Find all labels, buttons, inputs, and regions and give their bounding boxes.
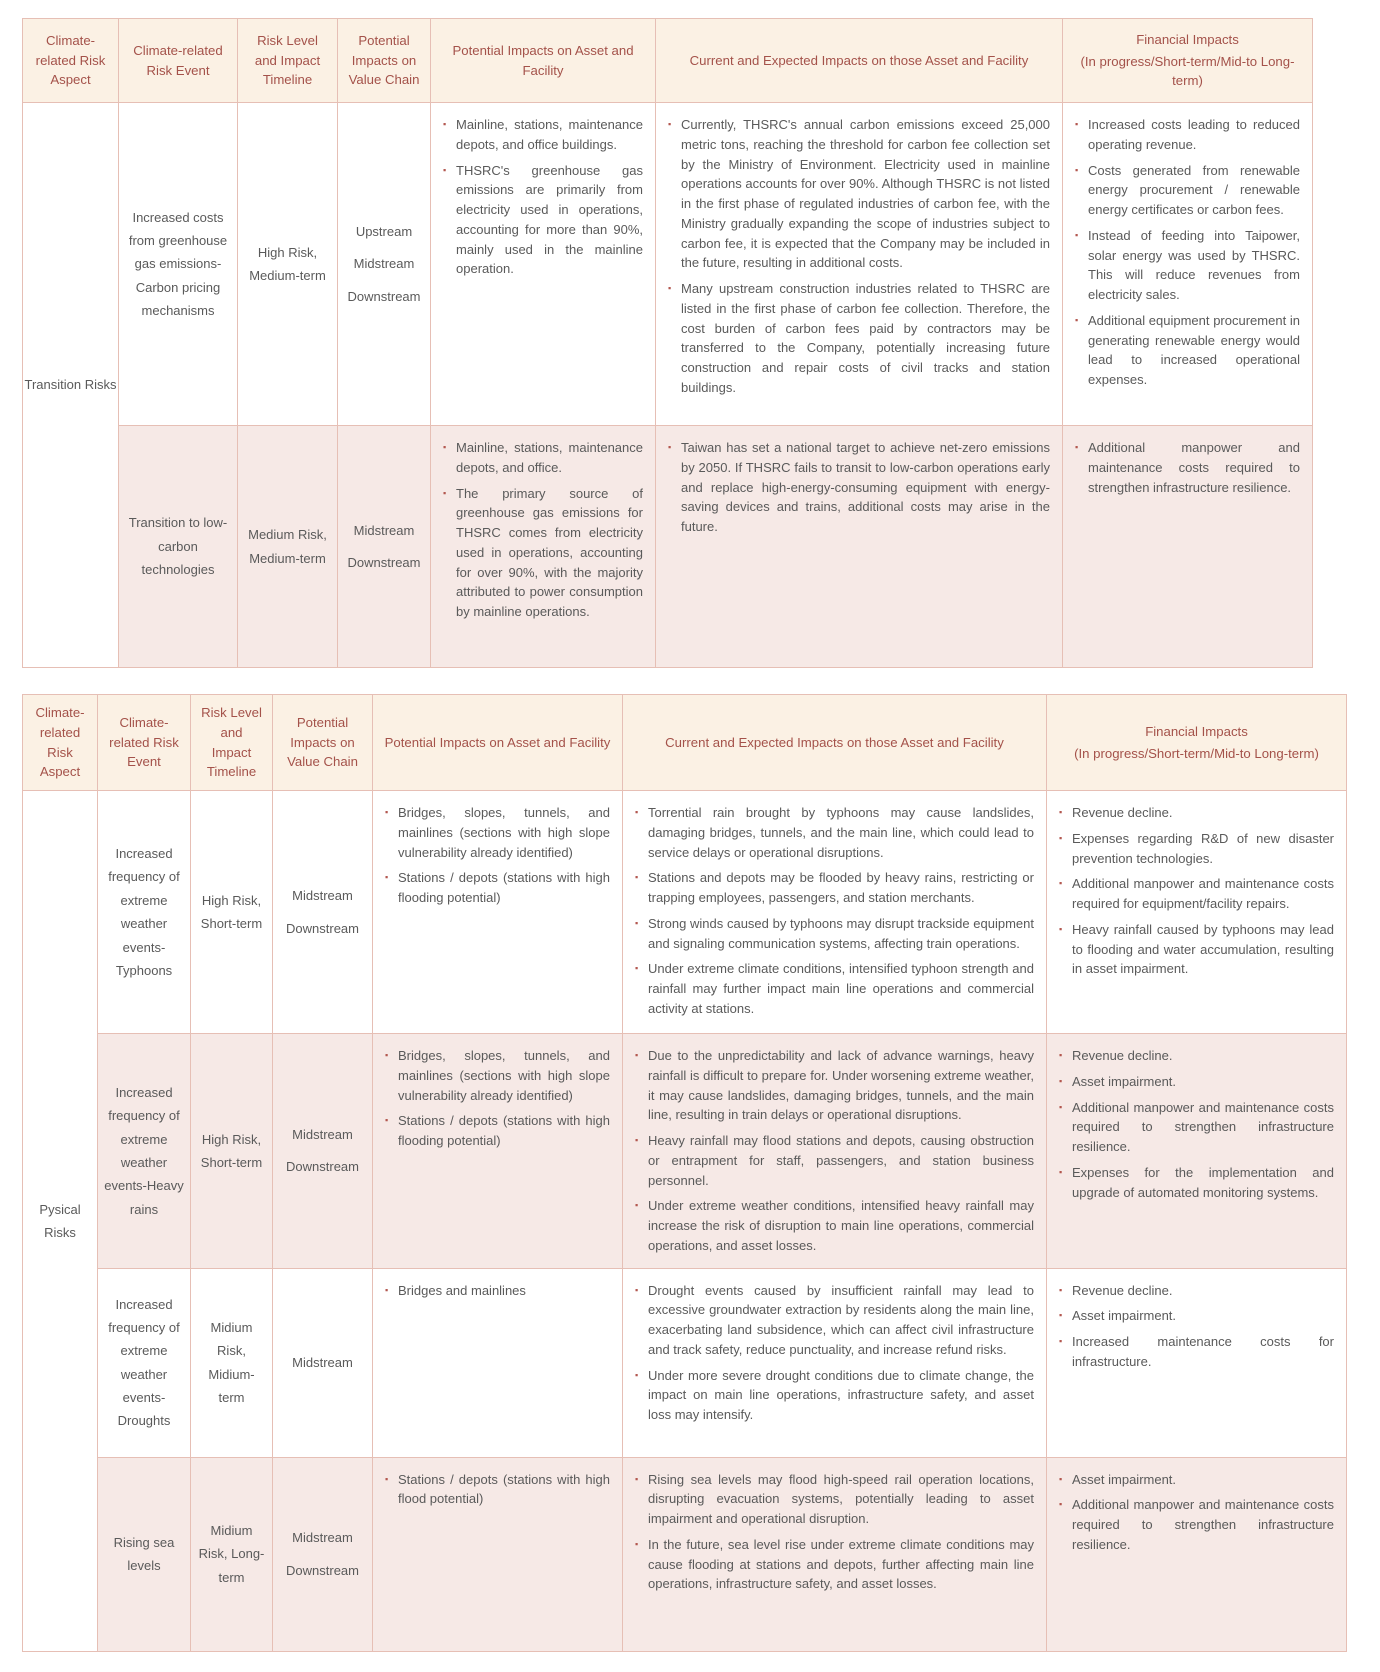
list-item-text: THSRC's greenhouse gas emissions are primarily from electricity used in operations, accounting for more than 90%, mainly used in the mainline operation. — [456, 162, 643, 277]
bullet-square-icon: ▪ — [1059, 832, 1063, 843]
list-item-text: Expenses for the implementation and upgrade of automated monitoring systems. — [1072, 1164, 1334, 1200]
bullet-square-icon: ▪ — [443, 487, 447, 498]
aspect-cell-transition: Transition Risks — [23, 103, 119, 668]
event-cell: Rising sea levels — [98, 1457, 191, 1651]
list-item — [635, 1366, 1034, 1425]
value-chain-line: Midstream — [292, 1354, 353, 1370]
financial-impacts-cell — [1047, 1034, 1347, 1269]
current-impacts-cell — [623, 1457, 1047, 1651]
current-impacts-cell — [656, 103, 1063, 426]
event-cell: Increased frequency of extreme weather events-Heavy rains — [98, 1034, 191, 1269]
event-cell: Increased frequency of extreme weather events-Typhoons — [98, 791, 191, 1034]
list-item — [385, 1111, 610, 1151]
bullet-square-icon: ▪ — [1059, 878, 1063, 889]
risk-level-cell: Midium Risk, Midium-term — [191, 1268, 273, 1457]
list-item — [635, 914, 1034, 954]
bullet-square-icon: ▪ — [1059, 1050, 1063, 1061]
risk-level-cell: High Risk, Short-term — [191, 1034, 273, 1269]
bullet-square-icon: ▪ — [1059, 1473, 1063, 1484]
bullet-square-icon: ▪ — [635, 1473, 639, 1484]
list-item — [635, 1046, 1034, 1125]
bullet-square-icon: ▪ — [1059, 1310, 1063, 1321]
value-chain-line: Downstream — [347, 555, 421, 570]
list-item — [1059, 1046, 1334, 1066]
list-item-text: Under extreme weather conditions, intensified heavy rainfall may increase the risk of disruption to main line operations, commercial operations, and asset losses. — [648, 1198, 1034, 1253]
list-item — [1059, 874, 1334, 914]
list-item-text: Asset impairment. — [1072, 1308, 1177, 1324]
list-item — [635, 1196, 1034, 1255]
list-item — [443, 438, 643, 478]
current-impacts-cell — [656, 426, 1063, 668]
financial-impacts-cell — [1047, 791, 1347, 1034]
list-item — [385, 1470, 610, 1510]
financial-header-subtitle: (In progress/Short-term/Mid-to Long-term) — [1080, 53, 1295, 89]
list-item — [668, 115, 1050, 273]
list-item — [443, 115, 643, 155]
list-item-text: Bridges, slopes, tunnels, and mainlines (sections with high slope vulnerability already identified) — [398, 805, 610, 860]
bullet-square-icon: ▪ — [668, 442, 672, 452]
header-row — [23, 19, 1313, 103]
list-item-text: Stations and depots may be flooded by heavy rains, restricting or trapping employees, passengers, and station merchants. — [648, 870, 1034, 906]
list-item-text: Additional manpower and maintenance costs required to strengthen infrastructure resilience. — [1072, 1497, 1334, 1552]
value-chain-line: Downstream — [286, 1562, 359, 1578]
list-item — [1059, 1072, 1334, 1092]
bullet-square-icon: ▪ — [1075, 119, 1079, 129]
list-item-text: In the future, sea level rise under extreme climate conditions may cause flooding at stations and depots, further affecting main line operations, infrastructure safety, and asset losses. — [648, 1536, 1034, 1592]
col-header-financial-impacts — [1047, 695, 1347, 791]
list-item-text: Heavy rainfall caused by typhoons may lead to flooding and water accumulation, resulting in asset impairment. — [1072, 921, 1334, 977]
list-item — [1059, 829, 1334, 869]
financial-header-title: Financial Impacts — [1145, 723, 1248, 739]
risk-level-cell: Medium Risk, Medium-term — [238, 426, 338, 668]
col-header-risk-level: Risk Level and Impact Timeline — [238, 19, 338, 103]
bullet-square-icon: ▪ — [635, 872, 639, 883]
list-item — [385, 1281, 610, 1301]
list-item-text: Stations / depots (stations with high flood potential) — [398, 1471, 610, 1507]
list-item-text: Expenses regarding R&D of new disaster prevention technologies. — [1072, 830, 1334, 866]
col-header-risk-aspect: Climate-related Risk Aspect — [23, 695, 98, 791]
list-item — [1059, 1332, 1334, 1372]
aspect-cell-physical: Pysical Risks — [23, 791, 98, 1652]
list-item — [1059, 1163, 1334, 1203]
bullet-square-icon: ▪ — [1059, 1166, 1063, 1177]
bullet-square-icon: ▪ — [635, 1135, 639, 1146]
list-item — [635, 959, 1034, 1018]
list-item-text: Taiwan has set a national target to achieve net-zero emissions by 2050. If THSRC fails to transit to low-carbon operations early and replace high-energy-consuming equipment with energy-saving devices and trains, additional costs may arise in the future. — [681, 440, 1050, 534]
list-item — [635, 1131, 1034, 1190]
bullet-square-icon: ▪ — [1075, 314, 1079, 325]
list-item — [1075, 161, 1300, 220]
col-header-current-impacts: Current and Expected Impacts on those Asset and Facility — [656, 19, 1063, 103]
col-header-risk-level: Risk Level and Impact Timeline — [191, 695, 273, 791]
bullet-square-icon: ▪ — [443, 442, 447, 452]
col-header-risk-aspect: Climate-related Risk Aspect — [23, 19, 119, 103]
list-item — [635, 868, 1034, 908]
value-chain-cell — [273, 791, 373, 1034]
financial-header-subtitle: (In progress/Short-term/Mid-to Long-term) — [1074, 745, 1319, 761]
list-item-text: Asset impairment. — [1072, 1471, 1177, 1487]
list-item — [1075, 438, 1300, 497]
list-item-text: Drought events caused by insufficient rainfall may lead to excessive groundwater extraction by residents along the main line, exacerbating land subsidence, which can affect civil infrastructure and track safety, reduce punctuality, and increase refund risks. — [648, 1282, 1034, 1357]
bullet-square-icon: ▪ — [385, 1284, 389, 1295]
asset-impacts-cell — [373, 1268, 623, 1457]
list-item-text: Revenue decline. — [1072, 1048, 1173, 1064]
list-item-text: Rising sea levels may flood high-speed rail operation locations, disrupting evacuation systems, potentially leading to asset impairment and operational disruption. — [648, 1471, 1034, 1527]
list-item — [668, 438, 1050, 537]
list-item — [635, 803, 1034, 862]
current-impacts-cell — [623, 1034, 1047, 1269]
list-item-text: Due to the unpredictability and lack of advance warnings, heavy rainfall is difficult to prepare for. Under worsening extreme weather, it may cause landslides, damaging bridges, tunnels, and the main line, resulting in train delays or operational disruptions. — [648, 1048, 1034, 1123]
value-chain-cell — [273, 1034, 373, 1269]
list-item-text: Under extreme climate conditions, intensified typhoon strength and rainfall may further impact main line operations and commercial activity at stations. — [648, 961, 1034, 1016]
risk-level-cell: Midium Risk, Long-term — [191, 1457, 273, 1651]
list-item — [1059, 920, 1334, 979]
bullet-square-icon: ▪ — [635, 1200, 639, 1211]
list-item — [635, 1470, 1034, 1529]
list-item — [635, 1281, 1034, 1360]
header-row — [23, 695, 1347, 791]
list-item-text: Under more severe drought conditions due to climate change, the impact on main line operations, infrastructure safety, and asset loss may intensify. — [648, 1367, 1034, 1423]
value-chain-cell — [338, 103, 431, 426]
table-row-rising-sea-levels — [23, 1457, 1347, 1651]
list-item — [1059, 1306, 1334, 1326]
list-item-text: Bridges and mainlines — [398, 1282, 526, 1298]
asset-impacts-cell — [373, 1457, 623, 1651]
list-item-text: Instead of feeding into Taipower, solar energy was used by THSRC. This will reduce revenues from electricity sales. — [1088, 227, 1300, 302]
event-cell: Increased costs from greenhouse gas emissions-Carbon pricing mechanisms — [119, 103, 238, 426]
list-item — [635, 1535, 1034, 1594]
value-chain-line: Midstream — [292, 1530, 353, 1546]
col-header-value-chain: Potential Impacts on Value Chain — [338, 19, 431, 103]
risk-level-cell: High Risk, Medium-term — [238, 103, 338, 426]
list-item — [443, 161, 643, 280]
bullet-square-icon: ▪ — [385, 872, 389, 883]
bullet-square-icon: ▪ — [635, 1284, 639, 1295]
list-item — [443, 484, 643, 622]
list-item-text: Costs generated from renewable energy procurement / renewable energy certificates or carbon fees. — [1088, 162, 1300, 217]
table-row-carbon-pricing — [23, 103, 1313, 426]
list-item-text: Increased costs leading to reduced operating revenue. — [1088, 117, 1300, 152]
list-item-text: Strong winds caused by typhoons may disrupt trackside equipment and signaling communication systems, affecting train operations. — [648, 915, 1034, 951]
financial-impacts-cell — [1063, 103, 1313, 426]
list-item — [385, 1046, 610, 1105]
bullet-square-icon: ▪ — [385, 1115, 389, 1126]
bullet-square-icon: ▪ — [635, 1369, 639, 1380]
bullet-square-icon: ▪ — [1059, 807, 1063, 818]
event-cell: Transition to low-carbon technologies — [119, 426, 238, 668]
bullet-square-icon: ▪ — [635, 807, 639, 818]
asset-impacts-cell — [431, 103, 656, 426]
list-item — [1075, 226, 1300, 305]
value-chain-line: Upstream — [355, 223, 413, 239]
list-item-text: Increased maintenance costs for infrastructure. — [1072, 1334, 1334, 1369]
list-item-text: Additional manpower and maintenance costs required to strengthen infrastructure resilience. — [1088, 440, 1300, 495]
value-chain-line: Midstream — [353, 256, 415, 272]
bullet-square-icon: ▪ — [385, 807, 389, 818]
bullet-square-icon: ▪ — [385, 1473, 389, 1484]
list-item-text: Heavy rainfall may flood stations and depots, causing obstruction or entrapment for staff, passengers, and station business personnel. — [648, 1133, 1034, 1188]
list-item-text: Revenue decline. — [1072, 805, 1173, 821]
bullet-square-icon: ▪ — [1075, 442, 1079, 452]
bullet-square-icon: ▪ — [668, 119, 672, 129]
value-chain-cell — [273, 1457, 373, 1651]
bullet-square-icon: ▪ — [1059, 1075, 1063, 1086]
value-chain-line: Midstream — [353, 522, 415, 538]
col-header-risk-event: Climate-related Risk Event — [119, 19, 238, 103]
list-item — [1075, 115, 1300, 155]
list-item — [1075, 311, 1300, 390]
list-item-text: Currently, THSRC's annual carbon emissions exceed 25,000 metric tons, reaching the threshold for carbon fee collection set by the Ministry of Environment. Electricity used in mainline operations accounts for over 90%. Although THSRC is not listed in the first phase of regulated industries of carbon fee, with the Ministry gradually expanding the scope of industries subject to carbon fee, it is expected that the Company may be included in the future, resulting in additional costs. — [681, 117, 1050, 271]
asset-impacts-cell — [373, 791, 623, 1034]
col-header-asset-impacts: Potential Impacts on Asset and Facility — [431, 19, 656, 103]
list-item-text: Torrential rain brought by typhoons may cause landslides, damaging bridges, tunnels, and the main line, which could lead to service delays or operational disruptions. — [648, 805, 1034, 860]
value-chain-line: Downstream — [286, 920, 359, 936]
list-item — [668, 279, 1050, 398]
transition-risks-table — [22, 18, 1313, 668]
list-item-text: Asset impairment. — [1072, 1073, 1177, 1089]
bullet-square-icon: ▪ — [635, 1050, 639, 1061]
value-chain-line: Midstream — [292, 888, 353, 904]
list-item — [385, 803, 610, 862]
list-item — [1059, 1281, 1334, 1301]
financial-impacts-cell — [1063, 426, 1313, 668]
list-item-text: Stations / depots (stations with high flooding potential) — [398, 1113, 610, 1149]
bullet-square-icon: ▪ — [1059, 1336, 1063, 1347]
risk-level-cell: High Risk, Short-term — [191, 791, 273, 1034]
list-item — [385, 868, 610, 908]
value-chain-cell — [338, 426, 431, 668]
list-item-text: The primary source of greenhouse gas emissions for THSRC comes from electricity used in operations, accounting for over 90%, with the majority attributed to power consumption by mainline operations. — [456, 485, 643, 619]
financial-header-title: Financial Impacts — [1136, 31, 1239, 47]
bullet-square-icon: ▪ — [668, 283, 672, 293]
bullet-square-icon: ▪ — [1059, 1284, 1063, 1295]
list-item-text: Many upstream construction industries related to THSRC are listed in the first phase of carbon fee collection. Therefore, the cost burden of carbon fees paid by contractors may be transferred to the Company, potentially increasing future construction and repair costs of civil tracks and station buildings. — [681, 281, 1050, 395]
bullet-square-icon: ▪ — [443, 119, 447, 129]
current-impacts-cell — [623, 791, 1047, 1034]
table-row-low-carbon-transition — [23, 426, 1313, 668]
bullet-square-icon: ▪ — [1075, 229, 1079, 240]
list-item-text: Additional manpower and maintenance costs required to strengthen infrastructure resilience. — [1072, 1099, 1334, 1155]
col-header-financial-impacts — [1063, 19, 1313, 103]
event-cell: Increased frequency of extreme weather events-Droughts — [98, 1268, 191, 1457]
table-row-typhoons — [23, 791, 1347, 1034]
value-chain-line: Downstream — [286, 1159, 359, 1175]
list-item-text: Mainline, stations, maintenance depots, and office buildings. — [456, 117, 643, 152]
bullet-square-icon: ▪ — [1059, 1499, 1063, 1510]
list-item — [1059, 1098, 1334, 1157]
bullet-square-icon: ▪ — [635, 1538, 639, 1549]
bullet-square-icon: ▪ — [385, 1050, 389, 1061]
col-header-value-chain: Potential Impacts on Value Chain — [273, 695, 373, 791]
physical-risks-table — [22, 694, 1347, 1652]
table-row-droughts — [23, 1268, 1347, 1457]
value-chain-cell — [273, 1268, 373, 1457]
list-item-text: Additional equipment procurement in generating renewable energy would lead to increased operational expenses. — [1088, 312, 1300, 387]
col-header-current-impacts: Current and Expected Impacts on those Asset and Facility — [623, 695, 1047, 791]
bullet-square-icon: ▪ — [443, 164, 447, 175]
list-item-text: Revenue decline. — [1072, 1282, 1173, 1298]
table-row-heavy-rains — [23, 1034, 1347, 1269]
bullet-square-icon: ▪ — [1059, 1101, 1063, 1112]
bullet-square-icon: ▪ — [635, 963, 639, 974]
list-item — [1059, 1495, 1334, 1554]
list-item — [1059, 803, 1334, 823]
current-impacts-cell — [623, 1268, 1047, 1457]
bullet-square-icon: ▪ — [1075, 164, 1079, 175]
financial-impacts-cell — [1047, 1268, 1347, 1457]
bullet-square-icon: ▪ — [635, 917, 639, 928]
financial-impacts-cell — [1047, 1457, 1347, 1651]
value-chain-line: Midstream — [292, 1127, 353, 1143]
col-header-asset-impacts: Potential Impacts on Asset and Facility — [373, 695, 623, 791]
value-chain-line: Downstream — [347, 288, 421, 304]
col-header-risk-event: Climate-related Risk Event — [98, 695, 191, 791]
list-item-text: Stations / depots (stations with high flooding potential) — [398, 870, 610, 906]
list-item — [1059, 1470, 1334, 1490]
list-item-text: Mainline, stations, maintenance depots, and office. — [456, 440, 643, 475]
asset-impacts-cell — [431, 426, 656, 668]
asset-impacts-cell — [373, 1034, 623, 1269]
list-item-text: Bridges, slopes, tunnels, and mainlines (sections with high slope vulnerability already identified) — [398, 1048, 610, 1103]
list-item-text: Additional manpower and maintenance costs required for equipment/facility repairs. — [1072, 876, 1334, 912]
bullet-square-icon: ▪ — [1059, 923, 1063, 934]
